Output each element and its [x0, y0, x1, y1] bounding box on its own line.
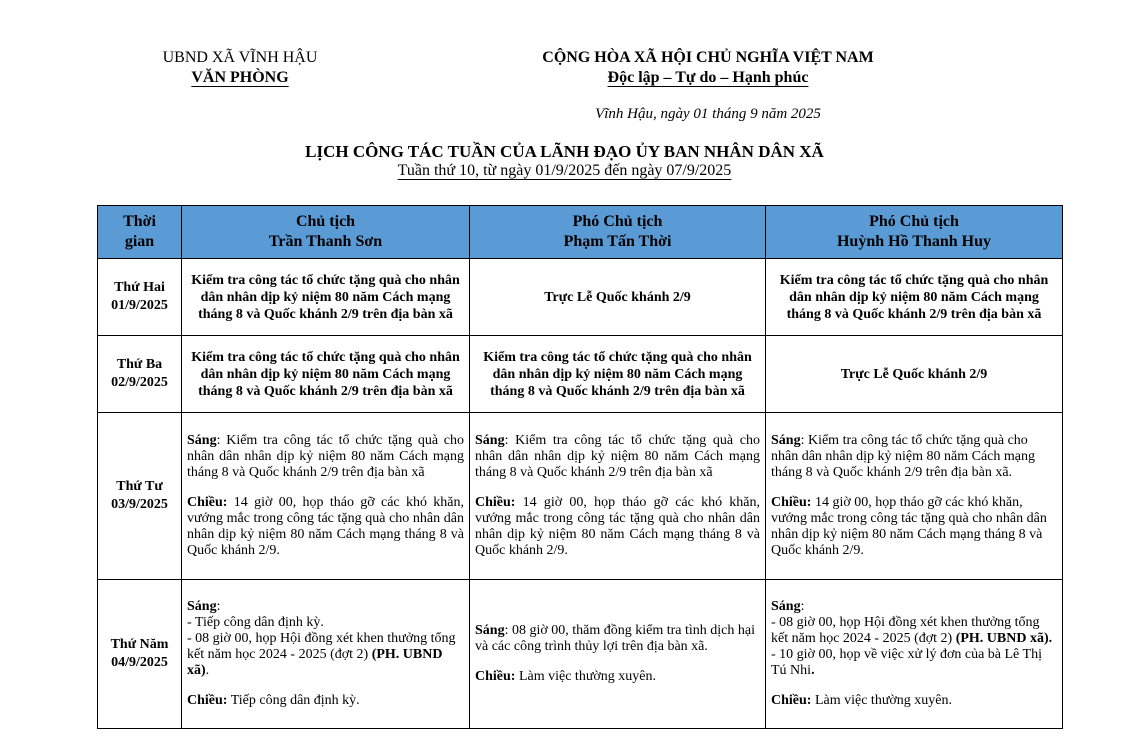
schedule-table — [97, 205, 1063, 729]
dateline: Vĩnh Hậu, ngày 01 tháng 9 năm 2025 — [595, 106, 821, 122]
leader-role: Phó Chủ tịch — [572, 213, 663, 230]
schedule-cell: Trực Lễ Quốc khánh 2/9 — [766, 336, 1063, 413]
afternoon-entry: Chiều: Làm việc thường xuyên. — [771, 693, 953, 708]
day-cell: Thứ Năm 04/9/2025 — [98, 580, 182, 729]
schedule-cell: Kiểm tra công tác tổ chức tặng quà cho nhân dân nhân dịp kỷ niệm 80 năm Cách mạng tháng 8 và Quốc khánh 2/9 trên địa bàn xã — [182, 259, 470, 336]
afternoon-entry: Chiều: 14 giờ 00, họp tháo gỡ các khó khăn, vướng mắc trong công tác tặng quà cho nhân dân nhân dịp kỷ niệm 80 năm Cách mạng tháng 8 và Quốc khánh 2/9. — [187, 495, 464, 558]
schedule-cell: Trực Lễ Quốc khánh 2/9 — [470, 259, 766, 336]
table-header-row — [98, 206, 1063, 259]
morning-entry: Sáng: — [771, 599, 805, 614]
schedule-cell — [766, 413, 1063, 580]
country-name: CỘNG HÒA XÃ HỘI CHỦ NGHĨA VIỆT NAM — [542, 49, 874, 66]
document-subtitle — [0, 162, 1129, 180]
schedule-cell: Kiểm tra công tác tổ chức tặng quà cho nhân dân nhân dịp kỷ niệm 80 năm Cách mạng tháng 8 và Quốc khánh 2/9 trên địa bàn xã — [182, 336, 470, 413]
afternoon-entry: Chiều: Làm việc thường xuyên. — [475, 669, 657, 684]
schedule-cell: Kiểm tra công tác tổ chức tặng quà cho nhân dân nhân dịp kỷ niệm 80 năm Cách mạng tháng 8 và Quốc khánh 2/9 trên địa bàn xã — [766, 259, 1063, 336]
leader-role: Phó Chủ tịch — [869, 213, 959, 230]
leader-role: Chủ tịch — [295, 213, 356, 230]
leader-name: Trần Thanh Sơn — [268, 233, 383, 250]
leader-name: Huỳnh Hồ Thanh Huy — [836, 233, 991, 250]
table-row — [98, 259, 1063, 336]
schedule-cell: Sáng: - 08 giờ 00, họp Hội đồng xét khen thưởng tổng kết năm học 2024 - 2025 (đợt 2) (PH. UBND xã). - 10 giờ 00, họp về việc xử lý đơn của bà Lê Thị Tú Nhi. Chiều: Làm việc thường xuyên. — [766, 580, 1063, 729]
agency-name: UBND XÃ VĨNH HẬU — [162, 49, 318, 66]
col-header-chairman — [182, 206, 470, 259]
week-range: Tuần thứ 10, từ ngày 01/9/2025 đến ngày 07/9/2025 — [397, 162, 732, 179]
morning-entry: Sáng: Kiểm tra công tác tổ chức tặng quà cho nhân dân nhân dịp kỷ niệm 80 năm Cách mạng tháng 8 và Quốc khánh 2/9 trên địa bàn xã — [475, 433, 760, 480]
table-row — [98, 413, 1063, 580]
col-header-vice-chairman-1 — [470, 206, 766, 259]
col-header-vice-chairman-2 — [766, 206, 1063, 259]
schedule-cell — [470, 580, 766, 729]
afternoon-entry: Chiều: 14 giờ 00, họp tháo gỡ các khó khăn, vướng mắc trong công tác tặng quà cho nhân dân nhân dịp kỷ niệm 80 năm Cách mạng tháng 8 và Quốc khánh 2/9. — [475, 495, 760, 558]
issuing-agency-block — [120, 48, 360, 88]
col-header-time: Thời gian — [98, 206, 182, 259]
table-row — [98, 336, 1063, 413]
motto: Độc lập – Tự do – Hạnh phúc — [607, 69, 809, 86]
document-title: LỊCH CÔNG TÁC TUẦN CỦA LÃNH ĐẠO ỦY BAN NHÂN DÂN XÃ — [305, 142, 824, 161]
day-cell: Thứ Tư 03/9/2025 — [98, 413, 182, 580]
schedule-cell — [182, 413, 470, 580]
morning-entry: Sáng: Kiểm tra công tác tổ chức tặng quà cho nhân dân nhân dịp kỷ niệm 80 năm Cách mạng tháng 8 và Quốc khánh 2/9 trên địa bàn xã — [187, 433, 464, 480]
morning-entry: Sáng: — [187, 599, 221, 614]
day-cell: Thứ Hai 01/9/2025 — [98, 259, 182, 336]
table-row — [98, 580, 1063, 729]
afternoon-entry: Chiều: 14 giờ 00, họp tháo gỡ các khó khăn, vướng mắc trong công tác tặng quà cho nhân dân nhân dịp kỷ niệm 80 năm Cách mạng tháng 8 và Quốc khánh 2/9. — [771, 495, 1047, 558]
schedule-cell — [470, 413, 766, 580]
afternoon-entry: Chiều: Tiếp công dân định kỳ. — [187, 693, 360, 708]
day-cell: Thứ Ba 02/9/2025 — [98, 336, 182, 413]
leader-name: Phạm Tấn Thời — [563, 233, 672, 250]
national-motto-block — [478, 48, 938, 88]
schedule-cell: Sáng: - Tiếp công dân định kỳ. - 08 giờ 00, họp Hội đồng xét khen thưởng tổng kết năm học 2024 - 2025 (đợt 2) (PH. UBND xã). Chiều: Tiếp công dân định kỳ. — [182, 580, 470, 729]
morning-entry: Sáng: Kiểm tra công tác tổ chức tặng quà cho nhân dân nhân dịp kỷ niệm 80 năm Cách mạng tháng 8 và Quốc khánh 2/9 trên địa bàn xã. — [771, 433, 1035, 480]
office-name: VĂN PHÒNG — [191, 69, 289, 86]
morning-entry: Sáng: 08 giờ 00, thăm đồng kiểm tra tình dịch hại và các công trình thủy lợi trên địa bàn xã. — [475, 623, 755, 654]
schedule-cell: Kiểm tra công tác tổ chức tặng quà cho nhân dân nhân dịp kỷ niệm 80 năm Cách mạng tháng 8 và Quốc khánh 2/9 trên địa bàn xã — [470, 336, 766, 413]
